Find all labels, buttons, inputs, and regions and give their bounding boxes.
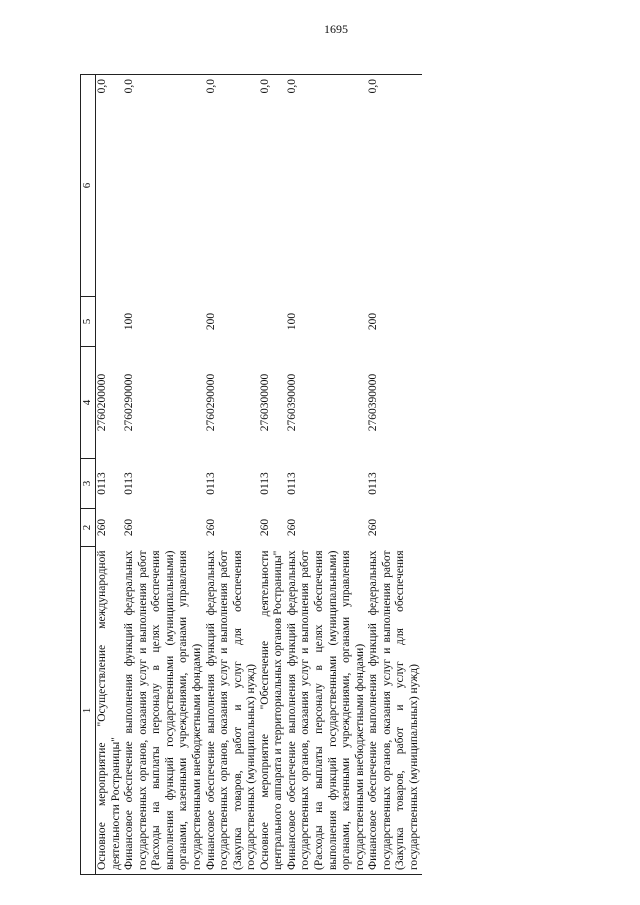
header-row (81, 75, 96, 875)
page-number: 1695 (324, 22, 348, 36)
row-amount: 0,0 (367, 75, 421, 297)
row-kind: 200 (367, 312, 380, 331)
header-col-3: 3 (81, 459, 96, 509)
row-name: Финансовое обеспечение выполнения функций федеральных государственных органов, оказания услуг и выполнения работ (Расходы на выплаты персоналу в целях обеспечения выполнения функций государственными (муниципальными) органами, казенными учреждениями, органами управления государственными внебюджетными фондами) (123, 547, 204, 875)
row-section: 0113 (258, 472, 271, 495)
row-target: 2760390000 (285, 373, 298, 432)
row-target: 2760390000 (367, 373, 380, 432)
row-amount: 0,0 (286, 75, 367, 297)
row-kind: 100 (285, 312, 298, 331)
header-col-1: 1 (81, 547, 96, 875)
row-kind: 200 (204, 312, 217, 331)
row-name: Финансовое обеспечение выполнения функций федеральных государственных органов, оказания услуг и выполнения работ (Расходы на выплаты персоналу в целях обеспечения выполнения функций государственными (муниципальными) органами, казенными учреждениями, органами управления государственными внебюджетными фондами) (286, 547, 367, 875)
row-kind (259, 297, 286, 347)
row-name: Основное мероприятие "Обеспечение деятельности центрального аппарата и территориальных органов Ространицы" (259, 547, 286, 875)
header-col-6: 6 (81, 75, 96, 297)
header-col-4: 4 (81, 347, 96, 459)
row-code: 260 (285, 518, 298, 537)
table-row (96, 75, 124, 875)
row-code: 260 (96, 518, 108, 537)
row-name: Финансовое обеспечение выполнения функций федеральных государственных органов, оказания услуг и выполнения работ (Закупка товаров, работ и услуг для обеспечения государственных (муниципальных) нужд) (205, 547, 259, 875)
row-code: 260 (204, 518, 217, 537)
row-name: Основное мероприятие "Осуществление международной деятельности Ространицы" (96, 547, 124, 875)
row-section: 0113 (285, 472, 298, 495)
row-section: 0113 (367, 472, 380, 495)
table-row (367, 75, 421, 875)
row-amount: 0,0 (123, 75, 204, 297)
row-section: 0113 (96, 472, 108, 495)
row-target: 2760290000 (123, 373, 136, 432)
row-amount: 0,0 (96, 75, 124, 297)
row-kind: 100 (123, 312, 136, 331)
row-amount: 0,0 (205, 75, 259, 297)
row-code: 260 (123, 518, 136, 537)
row-target: 2760300000 (258, 373, 271, 432)
table-row (286, 75, 367, 875)
row-section: 0113 (204, 472, 217, 495)
row-target: 2760290000 (204, 373, 217, 432)
row-code: 260 (258, 518, 271, 537)
row-section: 0113 (123, 472, 136, 495)
header-col-2: 2 (81, 509, 96, 547)
row-amount: 0,0 (259, 75, 286, 297)
row-target: 2760200000 (96, 373, 108, 432)
row-name: Финансовое обеспечение выполнения функций федеральных государственных органов, оказания услуг и выполнения работ (Закупка товаров, работ и услуг для обеспечения государственных (муниципальных) нужд) (367, 547, 421, 875)
table-row (123, 75, 204, 875)
budget-table-rotated (80, 75, 560, 875)
row-kind (96, 297, 124, 347)
header-col-5: 5 (81, 297, 96, 347)
budget-table (80, 74, 422, 875)
table-row (259, 75, 286, 875)
row-code: 260 (367, 518, 380, 537)
table-row (205, 75, 259, 875)
